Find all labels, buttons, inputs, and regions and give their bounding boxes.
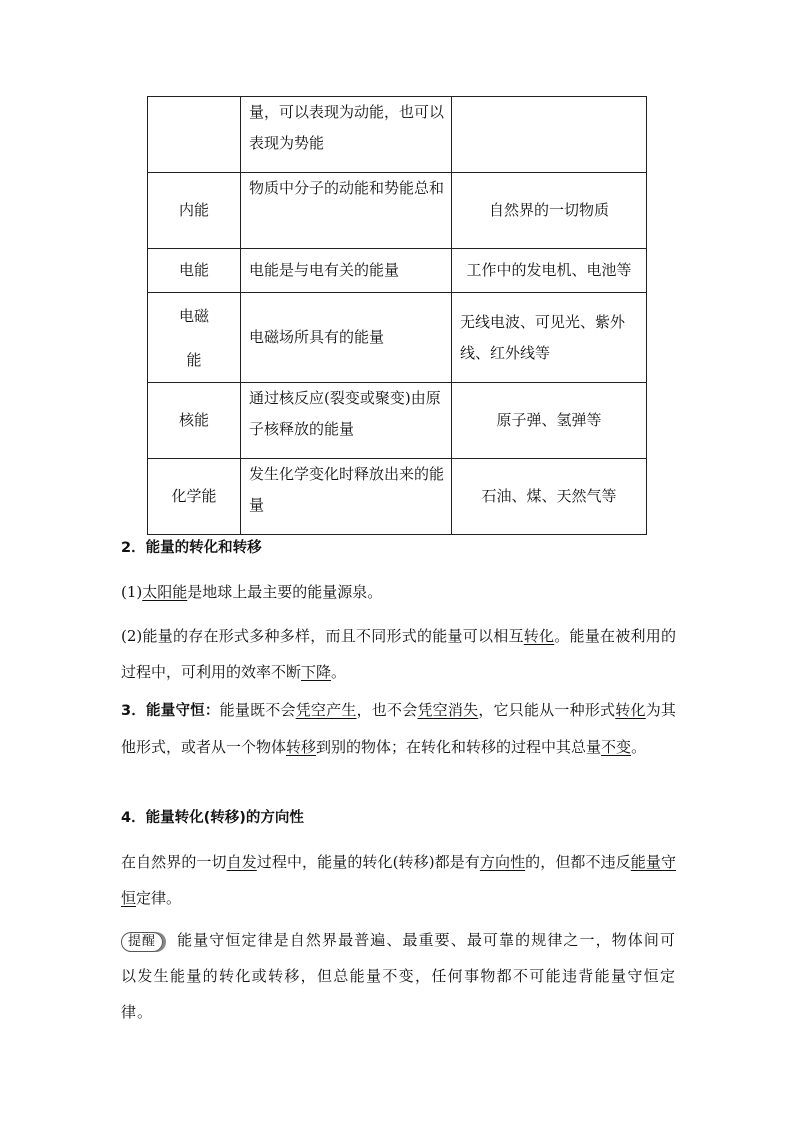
energy-name-cell: 电磁能: [148, 293, 241, 383]
table-row: [148, 293, 647, 383]
text-run: 。: [331, 663, 347, 681]
energy-example-cell: [452, 97, 647, 173]
energy-example-cell: 石油、煤、天然气等: [452, 459, 647, 535]
text-run: 过程中，能量的转化(转移)都是有: [256, 853, 480, 871]
energy-example-cell: 工作中的发电机、电池等: [452, 249, 647, 293]
energy-desc-cell: 电能是与电有关的能量: [241, 249, 452, 293]
text-run: (1): [121, 583, 143, 601]
text-run: 在自然界的一切: [121, 853, 227, 871]
text-run: 到别的物体；在转化和转移的过程中其总量: [316, 738, 602, 756]
energy-name-cell: 核能: [148, 383, 241, 459]
energy-name-cell: [148, 97, 241, 173]
table-row: [148, 173, 647, 249]
table-row: [148, 459, 647, 535]
text-run: 的，但都不违反: [525, 853, 631, 871]
section-2-heading: 2．能量的转化和转移: [121, 540, 262, 556]
energy-desc-cell: 物质中分子的动能和势能总和: [241, 173, 452, 249]
energy-example-cell: 原子弹、氢弹等: [452, 383, 647, 459]
section-3-paragraph: [121, 692, 676, 765]
energy-desc-cell: 通过核反应(裂变或聚变)由原子核释放的能量: [241, 383, 452, 459]
table-row: [148, 249, 647, 293]
text-run: 定律。: [136, 889, 182, 907]
tip-badge: 提醒: [121, 932, 163, 952]
underlined-term: 能量守恒: [121, 853, 676, 907]
energy-desc-cell: 量，可以表现为动能，也可以表现为势能: [241, 97, 452, 173]
section-4-heading: 4．能量转化(转移)的方向性: [121, 810, 304, 826]
underlined-term: 方向性: [479, 853, 526, 871]
text-run: 能量既不会: [219, 701, 296, 719]
energy-desc-cell: 电磁场所具有的能量: [241, 293, 452, 383]
underlined-term: 转化: [523, 627, 555, 645]
section-2-paragraph-1: [121, 574, 676, 610]
energy-desc-cell: 发生化学变化时释放出来的能量: [241, 459, 452, 535]
energy-name-cell: 化学能: [148, 459, 241, 535]
underlined-term: 转移: [286, 738, 317, 756]
text-run: 。: [631, 738, 647, 756]
table-row: [148, 97, 647, 173]
energy-name-cell: 内能: [148, 173, 241, 249]
energy-forms-table: [147, 96, 647, 535]
underlined-term: 不变: [601, 738, 632, 756]
text-run: 。能量在被利用的过程中，可利用的效率不断: [121, 627, 676, 681]
energy-example-cell: 无线电波、可见光、紫外线、红外线等: [452, 293, 647, 383]
section-3-label: 3．能量守恒：: [121, 703, 220, 719]
section-4-paragraph: [121, 844, 676, 916]
underlined-term: 凭空产生: [295, 701, 357, 719]
section-2-paragraph-2: [121, 618, 676, 690]
tip-paragraph: [121, 922, 676, 1030]
text-run: (2)能量的存在形式多种多样，而且不同形式的能量可以相互: [121, 627, 524, 645]
underlined-term: 转化: [615, 701, 646, 719]
energy-name-cell: 电能: [148, 249, 241, 293]
text-run: 为其他形式，或者从一个物体: [121, 701, 676, 756]
text-run: ，也不会: [356, 701, 418, 719]
energy-example-cell: 自然界的一切物质: [452, 173, 647, 249]
underlined-term: 下降: [301, 663, 332, 681]
underlined-term: 自发: [226, 853, 257, 871]
text-run: 是地球上最主要的能量源泉。: [187, 583, 383, 601]
text-run: ，它只能从一种形式: [478, 701, 616, 719]
underlined-term: 太阳能: [142, 583, 188, 601]
underlined-term: 凭空消失: [417, 701, 479, 719]
table-row: [148, 383, 647, 459]
tip-text: 能量守恒定律是自然界最普遍、最重要、最可靠的规律之一，物体间可以发生能量的转化或转移，但总能量不变，任何事物都不可能违背能量守恒定律。: [121, 931, 676, 1021]
